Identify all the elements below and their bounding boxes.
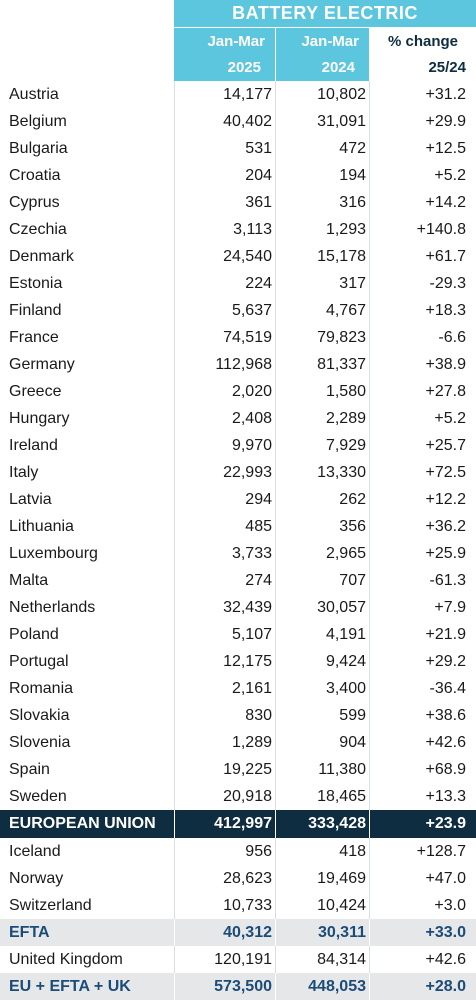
value-2025: 274 [245,572,272,589]
value-2025: 22,993 [223,464,272,481]
value-2024: 7,929 [325,437,366,454]
column-divider [275,810,276,838]
column-divider [174,919,175,946]
value-2025: 2,408 [231,410,272,427]
country-name: Greece [9,383,62,400]
percent-change: +61.7 [425,248,466,265]
value-2024: 194 [339,167,366,184]
country-name: EFTA [9,924,50,941]
value-2024: 84,314 [317,951,366,968]
value-2025: 294 [245,491,272,508]
country-name: France [9,329,59,346]
column-divider [275,865,276,892]
value-2024: 356 [339,518,366,535]
column-divider [369,621,370,648]
percent-change: -61.3 [429,572,466,589]
value-2024: 10,802 [317,86,366,103]
value-2024: 81,337 [317,356,366,373]
percent-change: +36.2 [425,518,466,535]
header-col-change [370,28,476,81]
column-divider [369,324,370,351]
percent-change: +31.2 [425,86,466,103]
column-divider [369,486,370,513]
country-name: Iceland [9,843,61,860]
column-divider [369,675,370,702]
percent-change: -36.4 [429,680,466,697]
column-divider [275,594,276,621]
value-2024: 13,330 [317,464,366,481]
percent-change: +3.0 [434,897,466,914]
column-divider [174,432,175,459]
percent-change: +38.9 [425,356,466,373]
country-name: Czechia [9,221,67,238]
table-row [0,783,476,810]
column-divider [275,540,276,567]
value-2024: 472 [339,140,366,157]
percent-change: +38.6 [425,707,466,724]
percent-change: +68.9 [425,761,466,778]
value-2024: 3,400 [325,680,366,697]
value-2025: 20,918 [223,788,272,805]
column-divider [275,351,276,378]
value-2024: 599 [339,707,366,724]
column-divider [174,675,175,702]
table-row [0,324,476,351]
column-divider [369,729,370,756]
column-divider [369,162,370,189]
table-row [0,135,476,162]
value-2025: 10,733 [223,897,272,914]
value-2025: 5,637 [231,302,272,319]
column-divider [174,486,175,513]
percent-change: +72.5 [425,464,466,481]
table-body [0,81,476,1000]
country-name: Netherlands [9,599,96,616]
value-2025: 5,107 [231,626,272,643]
country-name: Germany [9,356,75,373]
value-2024: 15,178 [317,248,366,265]
value-2025: 40,402 [223,113,272,130]
country-name: Belgium [9,113,67,130]
table-row [0,729,476,756]
country-name: Bulgaria [9,140,68,157]
value-2025: 3,733 [231,545,272,562]
column-divider [174,243,175,270]
percent-change: +27.8 [425,383,466,400]
value-2024: 11,380 [318,761,366,778]
column-divider [275,783,276,810]
column-divider [369,216,370,243]
column-divider [275,946,276,973]
table-row [0,594,476,621]
column-divider [369,270,370,297]
column-divider [174,783,175,810]
percent-change: +42.6 [425,734,466,751]
value-2024: 262 [339,491,366,508]
column-divider [369,297,370,324]
header-col-2024-period: Jan-Mar [301,33,359,50]
country-name: Norway [9,870,64,887]
column-divider [174,621,175,648]
table-row [0,270,476,297]
header-col-2024 [276,28,369,81]
column-divider [275,270,276,297]
column-divider [369,919,370,946]
value-2024: 333,428 [308,815,366,832]
value-2025: 32,439 [223,599,272,616]
table-title: BATTERY ELECTRIC [174,0,476,27]
country-name: Lithuania [9,518,74,535]
percent-change: +25.7 [425,437,466,454]
value-2025: 361 [245,194,272,211]
percent-change: +140.8 [416,221,466,238]
column-divider [369,243,370,270]
column-divider [174,270,175,297]
country-name: Portugal [9,653,69,670]
column-divider [369,108,370,135]
value-2025: 19,225 [223,761,272,778]
table-row [0,648,476,675]
column-divider [174,648,175,675]
header-col-2025 [174,28,275,81]
country-name: Slovakia [9,707,70,724]
column-divider [174,540,175,567]
header-col-2024-year: 2024 [321,59,355,76]
column-divider [174,297,175,324]
column-divider [369,513,370,540]
table-row [0,378,476,405]
header-col-2025-year: 2025 [227,59,261,76]
column-divider [275,459,276,486]
value-2025: 531 [245,140,272,157]
table-row [0,297,476,324]
table-row [0,540,476,567]
column-divider [369,432,370,459]
column-divider [174,162,175,189]
column-divider [275,216,276,243]
column-divider [369,351,370,378]
value-2025: 12,175 [223,653,272,670]
column-divider [369,594,370,621]
value-2024: 1,580 [325,383,366,400]
value-2024: 418 [339,843,366,860]
table-row [0,243,476,270]
column-divider [369,189,370,216]
table-row [0,81,476,108]
column-divider [174,189,175,216]
country-name: Romania [9,680,74,697]
column-divider [174,892,175,919]
column-divider [174,946,175,973]
header-col-2025-period: Jan-Mar [207,33,265,50]
column-divider [174,108,175,135]
column-divider [369,946,370,973]
column-divider [369,378,370,405]
column-divider [275,81,276,108]
value-2024: 30,311 [317,924,366,941]
country-name: Sweden [9,788,67,805]
column-divider [275,567,276,594]
percent-change: +5.2 [434,167,466,184]
percent-change: +7.9 [434,599,466,616]
table-row [0,810,476,838]
column-divider [369,756,370,783]
table-row [0,919,476,946]
header-col-change-period: 25/24 [428,59,466,76]
percent-change: +13.3 [425,788,466,805]
column-divider [275,324,276,351]
table-row [0,459,476,486]
value-2025: 112,968 [215,356,272,373]
table-row [0,405,476,432]
percent-change: +29.9 [425,113,466,130]
percent-change: +29.2 [425,653,466,670]
column-divider [369,567,370,594]
country-name: Spain [9,761,50,778]
percent-change: +21.9 [425,626,466,643]
country-name: Slovenia [9,734,71,751]
value-2024: 707 [339,572,366,589]
column-divider [369,540,370,567]
value-2025: 9,970 [231,437,272,454]
value-2024: 19,469 [317,870,366,887]
column-divider [275,648,276,675]
table-row [0,675,476,702]
column-divider [369,892,370,919]
percent-change: +25.9 [425,545,466,562]
country-name: Italy [9,464,39,481]
country-name: Switzerland [9,897,92,914]
value-2025: 74,519 [223,329,272,346]
value-2024: 31,091 [317,113,366,130]
table-row [0,351,476,378]
percent-change: -29.3 [429,275,466,292]
column-divider [275,919,276,946]
country-name: Hungary [9,410,70,427]
column-divider [174,351,175,378]
value-2024: 448,053 [308,978,366,995]
column-divider [369,135,370,162]
column-divider [275,378,276,405]
column-divider [174,810,175,838]
column-divider [275,756,276,783]
column-divider [369,405,370,432]
column-divider [174,405,175,432]
value-2024: 79,823 [317,329,366,346]
percent-change: +28.0 [425,978,466,995]
column-divider [275,108,276,135]
country-name: EU + EFTA + UK [9,978,131,995]
country-name: Luxembourg [9,545,98,562]
country-name: Austria [9,86,59,103]
column-divider [275,405,276,432]
country-name: Estonia [9,275,63,292]
column-divider [275,135,276,162]
table-row [0,567,476,594]
country-name: Malta [9,572,49,589]
column-divider [174,756,175,783]
value-2024: 317 [339,275,366,292]
value-2025: 3,113 [233,221,272,238]
table-row [0,865,476,892]
table-row [0,946,476,973]
column-divider [174,378,175,405]
column-divider [174,459,175,486]
table-row [0,838,476,865]
column-divider [275,243,276,270]
column-divider [174,81,175,108]
value-2025: 28,623 [223,870,272,887]
value-2025: 573,500 [214,978,272,995]
value-2025: 24,540 [223,248,272,265]
column-divider [369,702,370,729]
table-row [0,513,476,540]
column-divider [174,865,175,892]
table-row [0,486,476,513]
country-name: Ireland [9,437,58,454]
value-2025: 120,191 [214,951,272,968]
table-header [0,0,476,81]
value-2024: 1,293 [325,221,366,238]
value-2025: 40,312 [223,924,272,941]
column-divider [174,513,175,540]
country-name: Latvia [9,491,52,508]
table-row [0,216,476,243]
percent-change: +12.2 [425,491,466,508]
column-divider [275,702,276,729]
value-2025: 2,161 [231,680,272,697]
table-row [0,108,476,135]
table-row [0,432,476,459]
column-divider [369,81,370,108]
column-divider [174,729,175,756]
column-divider [369,459,370,486]
header-blank-cell [0,0,174,81]
header-col-change-label: % change [387,33,459,50]
column-divider [174,838,175,865]
percent-change: +14.2 [425,194,466,211]
value-2025: 224 [245,275,272,292]
column-divider [369,810,370,838]
percent-change: +5.2 [434,410,466,427]
column-divider [174,567,175,594]
country-name: Finland [9,302,62,319]
country-name: EUROPEAN UNION [9,815,156,832]
table-row [0,189,476,216]
value-2025: 1,289 [231,734,272,751]
value-2024: 30,057 [317,599,366,616]
column-divider [275,432,276,459]
value-2025: 2,020 [231,383,272,400]
percent-change: +18.3 [425,302,466,319]
value-2024: 2,289 [325,410,366,427]
percent-change: +12.5 [425,140,466,157]
value-2024: 18,465 [317,788,366,805]
percent-change: +23.9 [425,815,466,832]
column-divider [369,783,370,810]
column-divider [174,973,175,1000]
column-divider [174,324,175,351]
value-2024: 10,424 [317,897,366,914]
country-name: Poland [9,626,59,643]
column-divider [275,513,276,540]
value-2024: 4,767 [325,302,366,319]
column-divider [275,189,276,216]
table-row [0,892,476,919]
value-2024: 316 [339,194,366,211]
column-divider [275,297,276,324]
column-divider [174,135,175,162]
column-divider [275,621,276,648]
column-divider [275,892,276,919]
value-2025: 485 [245,518,272,535]
column-divider [174,216,175,243]
column-divider [174,594,175,621]
column-divider [369,648,370,675]
table-row [0,162,476,189]
column-divider [369,973,370,1000]
country-name: Cyprus [9,194,60,211]
country-name: Croatia [9,167,61,184]
table-row [0,973,476,1000]
percent-change: +128.7 [416,843,466,860]
value-2025: 956 [245,843,272,860]
column-divider [369,865,370,892]
column-divider [275,675,276,702]
table-row [0,621,476,648]
column-divider [369,838,370,865]
value-2025: 204 [245,167,272,184]
percent-change: -6.6 [438,329,466,346]
column-divider [275,162,276,189]
value-2025: 412,997 [214,815,272,832]
percent-change: +33.0 [425,924,466,941]
percent-change: +47.0 [425,870,466,887]
column-divider [174,702,175,729]
table-row [0,756,476,783]
value-2025: 830 [245,707,272,724]
value-2024: 2,965 [325,545,366,562]
column-divider [275,729,276,756]
column-divider [275,838,276,865]
table-row [0,702,476,729]
column-divider [275,486,276,513]
value-2024: 9,424 [325,653,366,670]
value-2025: 14,177 [223,86,272,103]
percent-change: +42.6 [425,951,466,968]
value-2024: 904 [339,734,366,751]
country-name: United Kingdom [9,951,123,968]
country-name: Denmark [9,248,74,265]
value-2024: 4,191 [325,626,366,643]
column-divider [275,973,276,1000]
